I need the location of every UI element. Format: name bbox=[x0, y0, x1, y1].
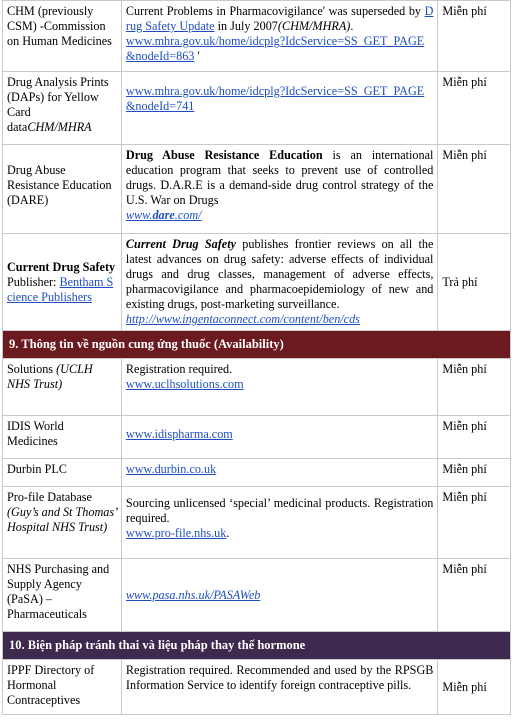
price-label: Miễn phí bbox=[442, 75, 487, 89]
resource-name-cell bbox=[3, 660, 122, 715]
price-label: Miễn phí bbox=[442, 4, 487, 18]
resource-name-cell bbox=[3, 487, 122, 559]
table-row bbox=[3, 559, 511, 632]
desc-text: Sourcing unlicensed ‘special’ medicinal products. Registration required. bbox=[125, 496, 434, 525]
price-label: Miễn phí bbox=[442, 362, 487, 376]
resource-name: Durbin PLC bbox=[7, 462, 67, 476]
dare-url-link[interactable]: www.dare.com/ bbox=[125, 208, 202, 222]
price-label: Miễn phí bbox=[442, 462, 487, 476]
price-cell bbox=[438, 487, 511, 559]
resource-desc-cell bbox=[121, 234, 437, 331]
desc-title: Drug Abuse Resistance Education bbox=[125, 148, 323, 162]
price-cell bbox=[438, 359, 511, 416]
price-cell bbox=[438, 72, 511, 145]
resource-name-cell bbox=[3, 1, 122, 72]
resource-name-cell bbox=[3, 559, 122, 632]
desc-text: is an international education program that seeks to prevent use of controlled drugs. D.A.R.E is a demand-side drug control strategy of the U.S. War on Drugs bbox=[125, 148, 434, 207]
desc-text: Registration required. Recommended and used by the RPSGB Information Service to identify foreign contraceptive pills. bbox=[125, 663, 434, 692]
resource-table bbox=[2, 0, 511, 715]
resource-desc-cell bbox=[121, 459, 437, 487]
desc-text: publishes frontier reviews on all the latest advances on drug safety: adverse effects of individual drugs and drug classes, management of adverse effects, pharmacovigilance and pharmacoepidemiology of new and existing drugs, post-marketing surveillance. bbox=[125, 237, 434, 311]
desc-text: Registration required. bbox=[125, 362, 233, 376]
price-label: Miễn phí bbox=[442, 419, 487, 433]
price-label: Miễn phí bbox=[442, 562, 487, 576]
desc-text: . bbox=[350, 19, 354, 33]
url-suffix: ' bbox=[194, 49, 200, 63]
resource-name-cell bbox=[3, 72, 122, 145]
price-label: Trả phí bbox=[442, 274, 478, 289]
resource-url-link[interactable]: http://www.ingentaconnect.com/content/ben/cds bbox=[125, 312, 360, 326]
resource-name: CHM (previously CSM) -Commission on Human Medicines bbox=[7, 4, 112, 48]
table-row bbox=[3, 359, 511, 416]
url-suffix: . bbox=[226, 526, 230, 540]
resource-name: Pro-file Database bbox=[7, 490, 92, 504]
section-header-row bbox=[3, 331, 511, 359]
resource-desc-cell bbox=[121, 487, 437, 559]
table-row bbox=[3, 145, 511, 234]
resource-desc-cell bbox=[121, 359, 437, 416]
table-row bbox=[3, 234, 511, 331]
section-title: 10. Biện pháp tránh thai và liệu pháp thay thế hormone bbox=[3, 632, 511, 660]
resource-source: (Guy’s and St Thomas’ Hospital NHS Trust) bbox=[7, 505, 117, 534]
section-title: 9. Thông tin về nguồn cung ứng thuốc (Availability) bbox=[3, 331, 511, 359]
price-cell bbox=[438, 416, 511, 459]
resource-url-link[interactable]: www.mhra.gov.uk/home/idcplg?IdcService=SS_GET_PAGE&nodeId=863 bbox=[125, 34, 425, 63]
price-cell bbox=[438, 559, 511, 632]
resource-url-link[interactable]: www.durbin.co.uk bbox=[125, 462, 217, 476]
table-row bbox=[3, 1, 511, 72]
resource-name-cell bbox=[3, 359, 122, 416]
price-cell bbox=[438, 234, 511, 331]
price-cell bbox=[438, 145, 511, 234]
resource-url-link[interactable]: www.pasa.nhs.uk/PASAWeb bbox=[125, 587, 261, 602]
resource-desc-cell bbox=[121, 416, 437, 459]
price-label: Miễn phí bbox=[442, 679, 487, 694]
desc-title: Current Drug Safety bbox=[125, 237, 236, 251]
resource-desc-cell bbox=[121, 145, 437, 234]
resource-desc-cell bbox=[121, 660, 437, 715]
resource-name: Current Drug Safety bbox=[7, 259, 116, 274]
price-label: Miễn phí bbox=[442, 148, 487, 162]
table-row bbox=[3, 72, 511, 145]
publisher-link[interactable]: Bentham Science Publishers bbox=[7, 274, 114, 304]
document-page bbox=[2, 0, 511, 715]
resource-name: IPPF Directory of Hormonal Contraceptives bbox=[7, 663, 95, 707]
resource-desc-cell bbox=[121, 1, 437, 72]
price-cell bbox=[438, 1, 511, 72]
price-cell bbox=[438, 660, 511, 715]
publisher-label: Publisher: bbox=[7, 274, 60, 289]
price-label: Miễn phí bbox=[442, 490, 487, 504]
section-header-row bbox=[3, 632, 511, 660]
resource-name-cell bbox=[3, 234, 122, 331]
table-row bbox=[3, 459, 511, 487]
resource-name: IDIS World Medicines bbox=[7, 419, 64, 448]
resource-name-cell bbox=[3, 459, 122, 487]
resource-source: (UCLH NHS Trust) bbox=[7, 362, 93, 391]
table-row bbox=[3, 660, 511, 715]
resource-source: CHM/MHRA bbox=[27, 120, 92, 134]
resource-name: Solutions bbox=[7, 362, 57, 376]
desc-text: Current Problems in Pharmacovigilance' was superseded by bbox=[125, 4, 425, 18]
resource-name-cell bbox=[3, 145, 122, 234]
resource-name-cell bbox=[3, 416, 122, 459]
resource-url-link[interactable]: www.uclhsolutions.com bbox=[125, 377, 244, 391]
desc-text: in July 2007 bbox=[214, 19, 278, 33]
resource-name: NHS Purchasing and Supply Agency (PaSA) – Pharmaceuticals bbox=[7, 562, 110, 621]
resource-url-link[interactable]: www.idispharma.com bbox=[125, 427, 233, 441]
price-cell bbox=[438, 459, 511, 487]
resource-url-link[interactable]: www.pro-file.nhs.uk bbox=[125, 526, 227, 540]
resource-desc-cell bbox=[121, 559, 437, 632]
table-row bbox=[3, 487, 511, 559]
resource-url-link[interactable]: www.mhra.gov.uk/home/idcplg?IdcService=SS_GET_PAGE&nodeId=741 bbox=[125, 84, 425, 113]
desc-source: (CHM/MHRA) bbox=[277, 19, 351, 33]
resource-desc-cell bbox=[121, 72, 437, 145]
resource-name: Drug Analysis Prints (DAPs) for Yellow Card data bbox=[7, 75, 109, 134]
resource-name: Drug Abuse Resistance Education (DARE) bbox=[7, 163, 112, 207]
drug-safety-update-link[interactable]: Drug Safety Update bbox=[125, 4, 434, 33]
table-row bbox=[3, 416, 511, 459]
